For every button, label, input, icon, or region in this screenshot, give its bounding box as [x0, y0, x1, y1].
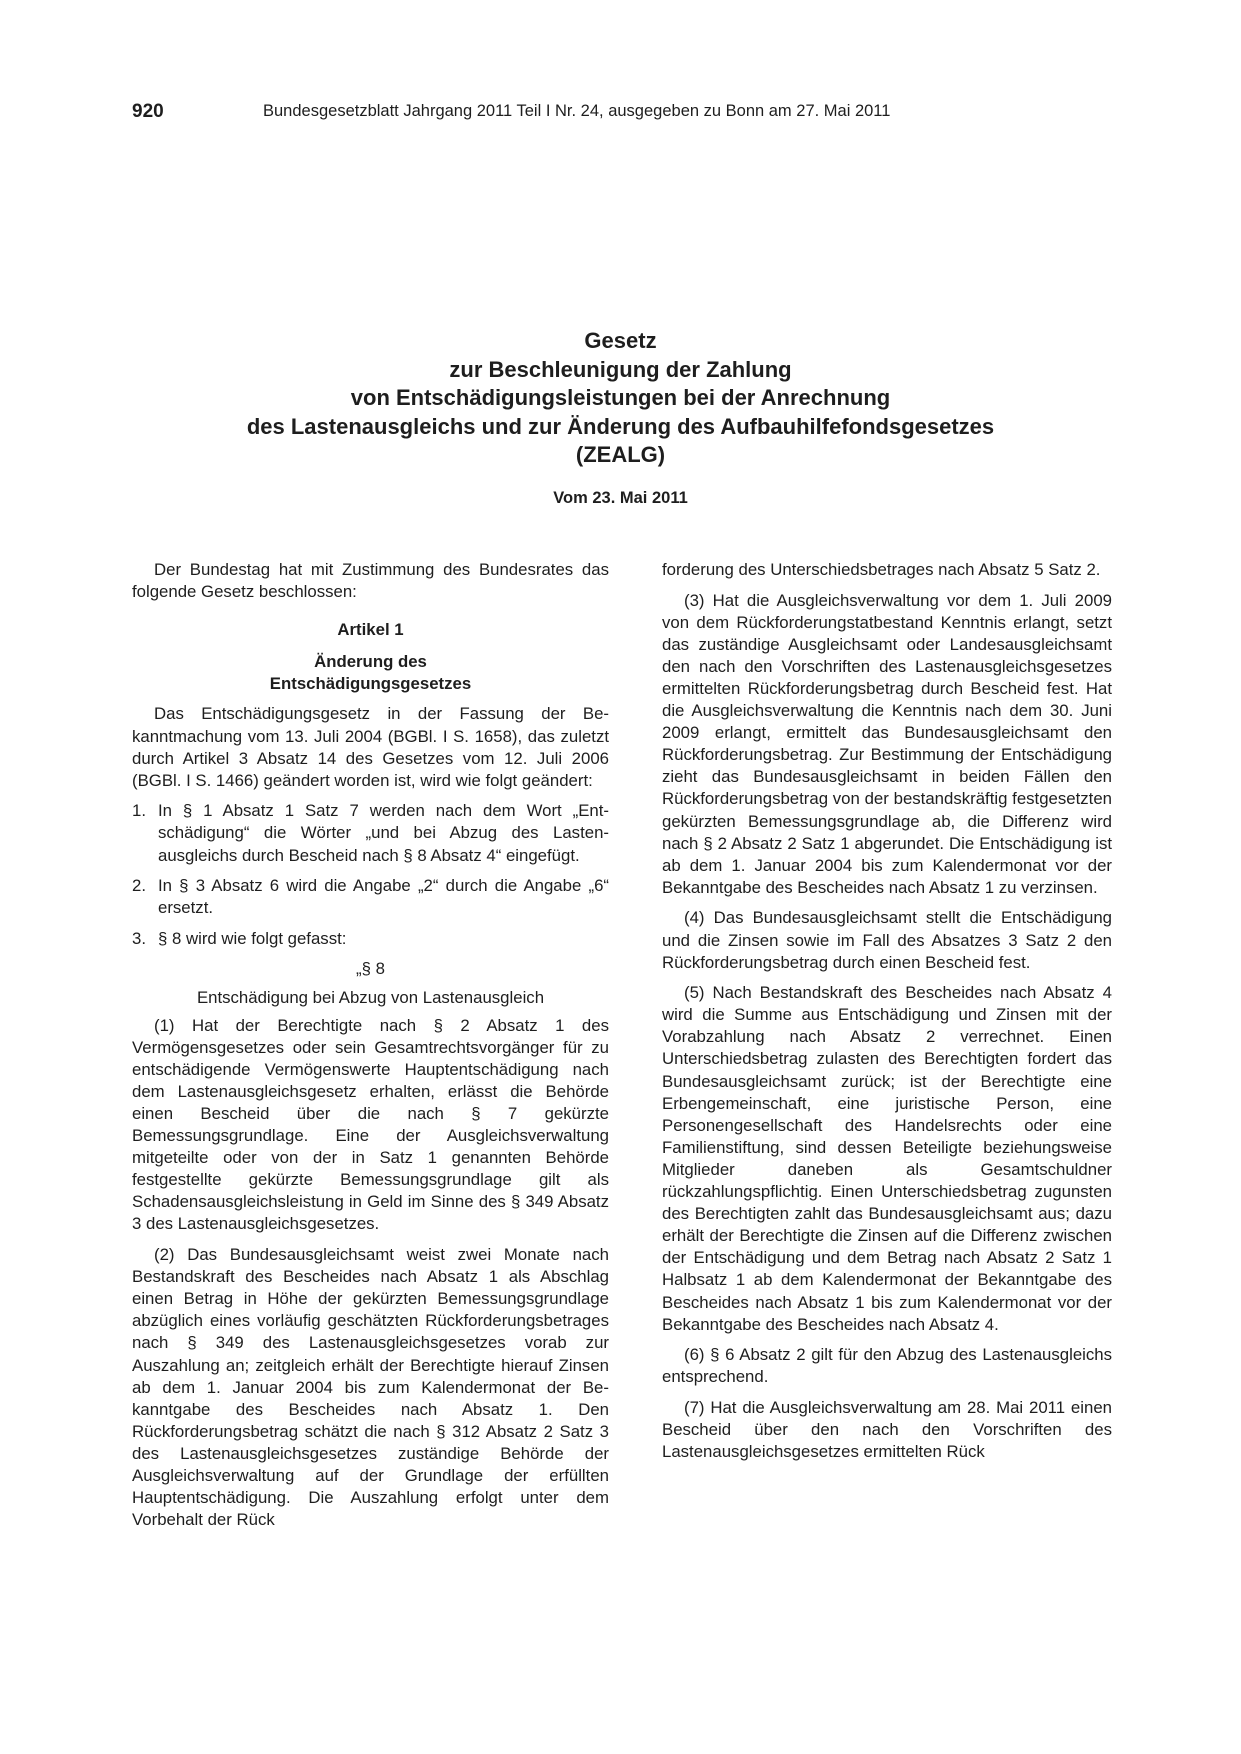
paragraph-7: (7) Hat die Ausgleichsverwaltung am 28. Mai 2011 einen Bescheid über den nach den Vorschriften des Lastenausgleichsgesetzes ermittelten Rück [662, 1397, 1112, 1462]
paragraph-1: (1) Hat der Berechtigte nach § 2 Absatz 1 des Vermögensgesetzes oder sein Gesamtrechtsvorgänger für zu entschädigende Vermögenswerte Hauptentschädigung nach dem Lastenausgleichsgesetz erhalten, erlässt die Behörde einen Bescheid über die nach § 7 gekürzte Bemessungsgrundlage. Eine der Ausgleichsverwaltung mitgeteilte oder von der in Satz 1 genannten Behörde festgestellte gekürzte Bemessungsgrundlage gilt als Schadensausgleichsleistung in Geld im Sinne des § 349 Absatz 3 des Lastenausgleichsgesetzes. [132, 1015, 609, 1234]
page-number: 920 [132, 101, 164, 122]
page-header [0, 101, 1241, 125]
left-column [132, 559, 609, 1540]
paragraph-2: (2) Das Bundesausgleichsamt weist zwei Monate nach Bestandskraft des Bescheides nach Absatz 1 als Abschlag einen Betrag in Höhe der gekürzten Bemessungsgrundlage abzüglich eines vorläufig geschätzten Rückforderungsbetrages nach § 349 des Lastenausgleichsgesetzes vorab zur Auszahlung an; zeitgleich erhält der Berechtigte hierauf Zinsen ab dem 1. Januar 2004 bis zum Kalendermonat der Bekanntgabe des Bescheides nach Absatz 1. Den Rückforderungsbetrag schätzt die nach § 312 Absatz 2 Satz 3 des Lastenausgleichsgesetzes zuständige Behörde der Ausgleichsverwaltung auf der Grundlage der erfüllten Hauptentschädigung. Die Auszahlung erfolgt unter dem Vorbehalt der Rück [132, 1245, 609, 1530]
right-column [662, 559, 1112, 1472]
article-subheading-line: Entschädigungsgesetzes [269, 674, 472, 694]
title-line: des Lastenausgleichs und zur Änderung des Aufbauhilfefondsgesetzes [246, 413, 995, 439]
paragraph-4: (4) Das Bundesausgleichsamt stellt die Entschädigung und die Zinsen sowie im Fall des Absatzes 3 Satz 2 den Rückforderungsbetrag durch einen Bescheid fest. [662, 908, 1112, 972]
title-line: Gesetz [584, 328, 657, 353]
article-subheading [132, 651, 609, 695]
list-item-number: 2. [132, 876, 146, 896]
law-date: Vom 23. Mai 2011 [553, 489, 688, 507]
list-item-text: In § 3 Absatz 6 wird die Angabe „2“ durch die Angabe „6“ ersetzt. [158, 876, 609, 918]
list-item-number: 1. [132, 801, 146, 821]
paragraph-5: (5) Nach Bestandskraft des Bescheides nach Absatz 4 wird die Summe aus Entschädigung und Zinsen mit der Vorabzahlung nach Absatz 2 verrechnet. Einen Unterschiedsbetrag zulasten des Berechtigten fordert das Bundesausgleichsamt zurück; ist der Berechtigte eine Erbengemeinschaft, eine juristische Person, eine Personengesellschaft des Handelsrechts oder eine Familienstiftung, sind dessen Beteiligte beziehungsweise Mitglieder daneben als Gesamtschuldner rückzahlungspflichtig. Einen Unterschiedsbetrag zugunsten des Berechtigten zahlt das Bundesausgleichsamt aus; dazu erhält der Berechtigte die Zinsen auf die Differenz zwischen der Entschädigung und dem Betrag nach Absatz 2 Satz 1 Halbsatz 1 ab dem Kalendermonat der Bekanntgabe des Bescheides nach Absatz 1 bis zum Kalendermonat vor der Bekanntgabe des Bescheides nach Absatz 4. [662, 983, 1112, 1334]
section-title: Entschädigung bei Abzug von Lastenausgleich [196, 987, 545, 1007]
list-item-number: 3. [132, 928, 146, 948]
paragraph-2-continued: forderung des Unterschiedsbetrages nach Absatz 5 Satz 2. [662, 560, 1101, 579]
title-line: (ZEALG) [575, 442, 666, 467]
list-item [132, 800, 609, 866]
article-intro: Das Entschädigungsgesetz in der Fassung der Bekanntmachung vom 13. Juli 2004 (BGBl. I S. 1658), das zuletzt durch Artikel 3 Absatz 14 des Gesetzes vom 12. Juli 2006 (BGBl. I S. 1466) geändert worden ist, wird wie folgt geändert: [132, 704, 609, 790]
list-item [132, 928, 609, 950]
enactment-formula: Der Bundestag hat mit Zustimmung des Bundesrates das folgende Gesetz beschlossen: [132, 560, 609, 602]
paragraph-3: (3) Hat die Ausgleichsverwaltung vor dem 1. Juli 2009 von dem Rückforderungstatbestand Kenntnis erlangt, setzt das zuständige Ausgleichsamt oder Landesausgleichsamt den nach den Vorschriften des Lastenausgleichsgesetzes ermittelten Rückforderungsbetrag durch Bescheid fest. Hat die Ausgleichsverwaltung die Kenntnis nach dem 30. Juni 2009 erlangt, ermittelt das Bundesausgleichsamt den Rückforderungsbetrag. Zur Bestimmung der Entschädigung zieht das Bundesausgleichsamt in beiden Fällen den Rückforderungsbetrag von der bestandskräftig festgesetzten gekürzten Bemessungsgrundlage ab, die Differenz wird nach § 2 Absatz 2 Satz 1 abgerundet. Die Entschädigung ist ab dem 1. Januar 2004 bis zum Kalendermonat vor der Bekanntgabe des Bescheides nach Absatz 1 zu verzinsen. [662, 590, 1112, 897]
paragraph-6: (6) § 6 Absatz 2 gilt für den Abzug des Lastenausgleichs entsprechend. [662, 1345, 1112, 1387]
law-title [0, 327, 1241, 470]
list-item [132, 875, 609, 919]
list-item-text: In § 1 Absatz 1 Satz 7 werden nach dem Wort „Entschädigung“ die Wörter „und bei Abzug des Lastenausgleichs durch Bescheid nach § 8 Absatz 4“ eingefügt. [158, 801, 609, 865]
title-line: zur Beschleunigung der Zahlung [449, 356, 792, 382]
list-item-text: § 8 wird wie folgt gefasst: [158, 928, 347, 948]
article-heading: Artikel 1 [337, 620, 404, 640]
section-sign: „§ 8 [356, 959, 385, 979]
running-head: Bundesgesetzblatt Jahrgang 2011 Teil I Nr. 24, ausgegeben zu Bonn am 27. Mai 2011 [263, 102, 891, 120]
article-subheading-line: Änderung des [314, 652, 427, 672]
title-line: von Entschädigungsleistungen bei der Anrechnung [350, 385, 891, 410]
